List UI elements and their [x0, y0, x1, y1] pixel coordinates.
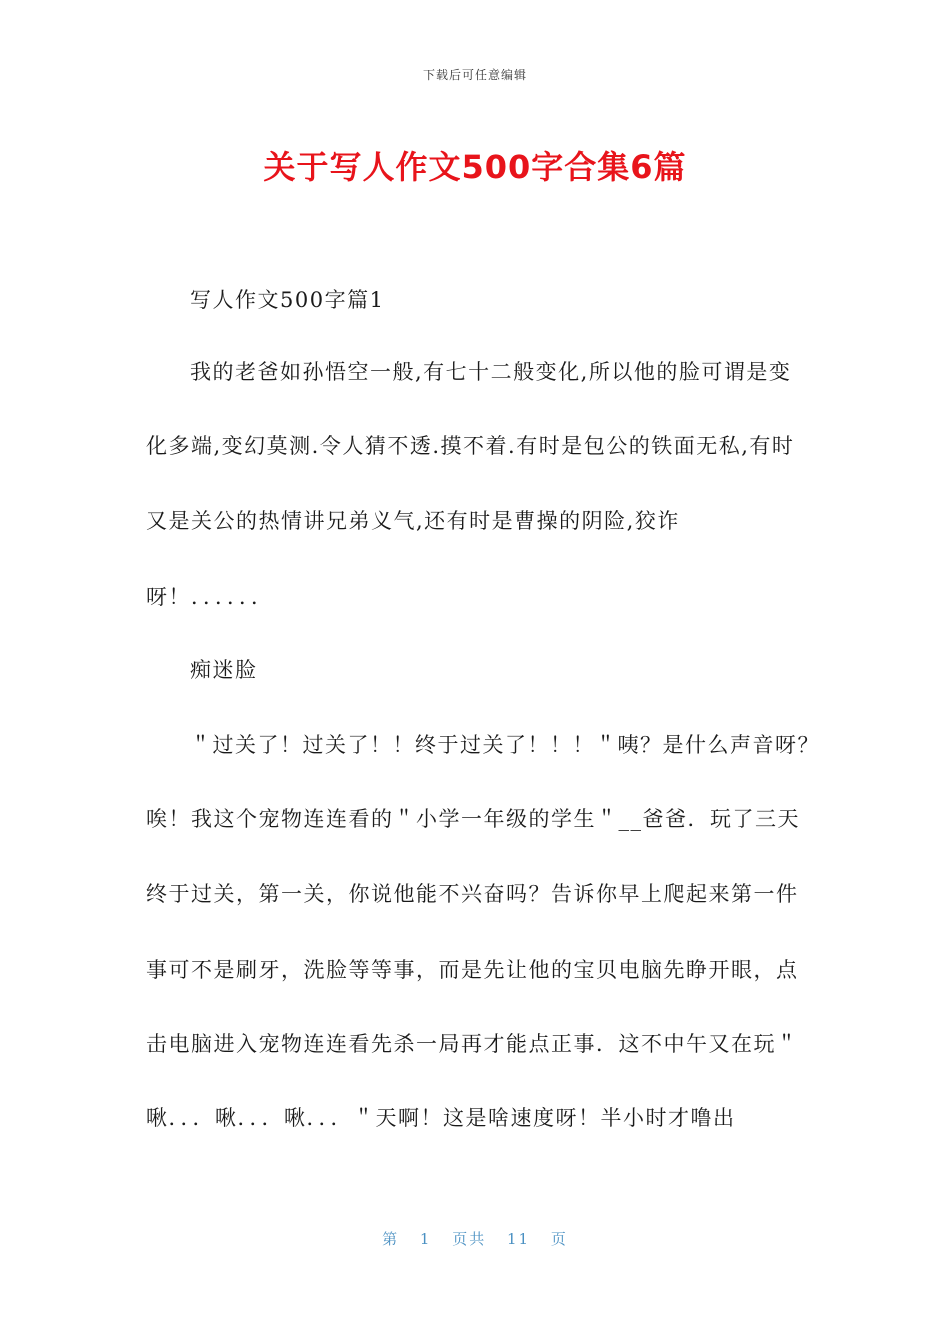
paragraph-line: 唉！我这个宠物连连看的＂小学一年级的学生＂__爸爸．玩了三天: [146, 807, 800, 831]
paragraph-line: 又是关公的热情讲兄弟义气,还有时是曹操的阴险,狡诈: [146, 509, 680, 533]
paragraph-line: 化多端,变幻莫测.令人猜不透.摸不着.有时是包公的铁面无私,有时: [146, 434, 795, 458]
paragraph-line: 事可不是刷牙，洗脸等等事，而是先让他的宝贝电脑先睁开眼，点: [146, 958, 799, 982]
page-suffix: 页: [550, 1230, 568, 1248]
page-prefix: 第: [382, 1230, 400, 1248]
document-title: 关于写人作文500字合集6篇: [263, 148, 687, 186]
page-number: 1: [419, 1230, 432, 1248]
page-footer: [0, 1228, 950, 1249]
paragraph-line: 我的老爸如孙悟空一般,有七十二般变化,所以他的脸可谓是变: [190, 360, 792, 384]
paragraph-line: ＂过关了！过关了！！终于过关了！！！＂咦？是什么声音呀？: [190, 733, 820, 757]
paragraph-line: 啾．．．啾．．．啾．．．＂天啊！这是啥速度呀！半小时才噜出: [146, 1106, 736, 1130]
paragraph-line: 终于过关，第一关，你说他能不兴奋吗？告诉你早上爬起来第一件: [146, 882, 799, 906]
subheading: 痴迷脸: [190, 658, 258, 682]
header-note: 下载后可任意编辑: [422, 68, 527, 82]
paragraph-line: 击电脑进入宠物连连看先杀一局再才能点正事．这不中午又在玩＂: [146, 1032, 799, 1056]
page-mid: 页共: [452, 1230, 487, 1248]
total-pages: 11: [507, 1230, 531, 1248]
paragraph-line: 呀！．．．．．．: [146, 585, 274, 609]
section-heading: 写人作文500字篇1: [190, 288, 385, 312]
